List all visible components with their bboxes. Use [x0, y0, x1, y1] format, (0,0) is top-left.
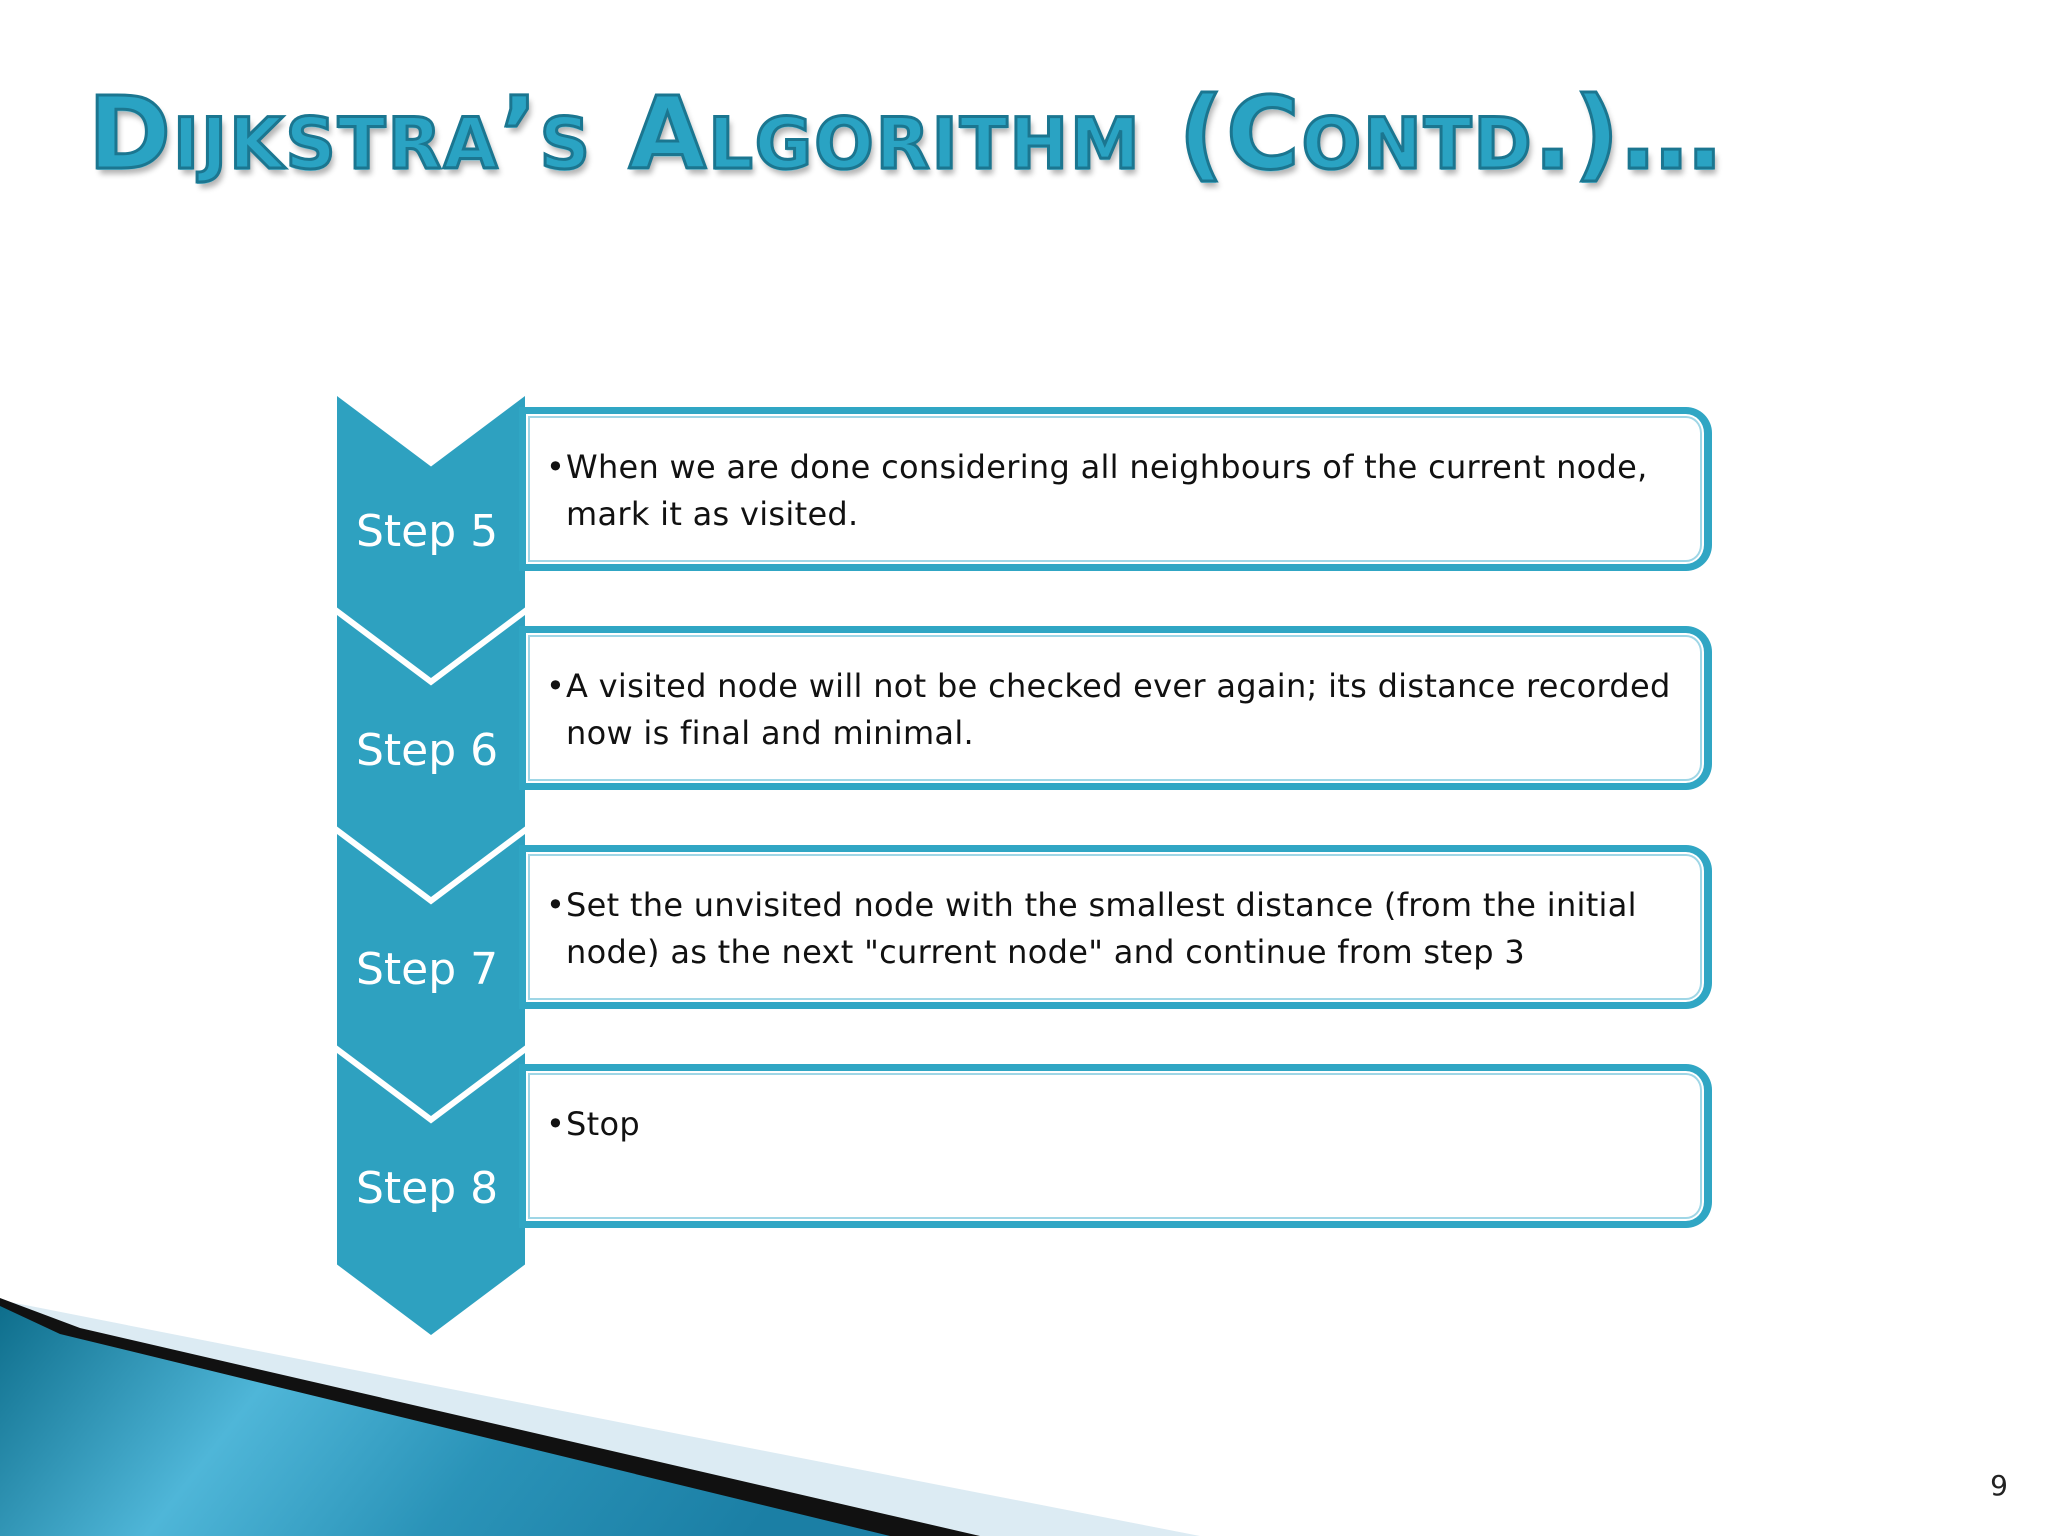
bullet-icon: •: [546, 667, 566, 705]
step-label: Step 6: [356, 725, 499, 776]
slide-title: Dijkstra’s Algorithm (Contd.)…: [88, 75, 1724, 192]
step-description-text: A visited node will not be checked ever again; its distance recorded now is final and minimal.: [566, 667, 1671, 752]
bullet-icon: •: [546, 1105, 566, 1143]
page-number: 9: [1990, 1469, 2008, 1502]
step-description-text: Set the unvisited node with the smallest distance (from the initial node) as the next "current node" and continue from step 3: [566, 886, 1637, 971]
bullet-icon: •: [546, 886, 566, 924]
step-description-text: Stop: [566, 1105, 640, 1143]
step-label: Step 5: [356, 506, 499, 557]
step-label: Step 7: [356, 944, 499, 995]
step-label: Step 8: [356, 1163, 499, 1214]
bullet-icon: •: [546, 448, 566, 486]
step-description-text: When we are done considering all neighbours of the current node, mark it as visited.: [566, 448, 1648, 533]
